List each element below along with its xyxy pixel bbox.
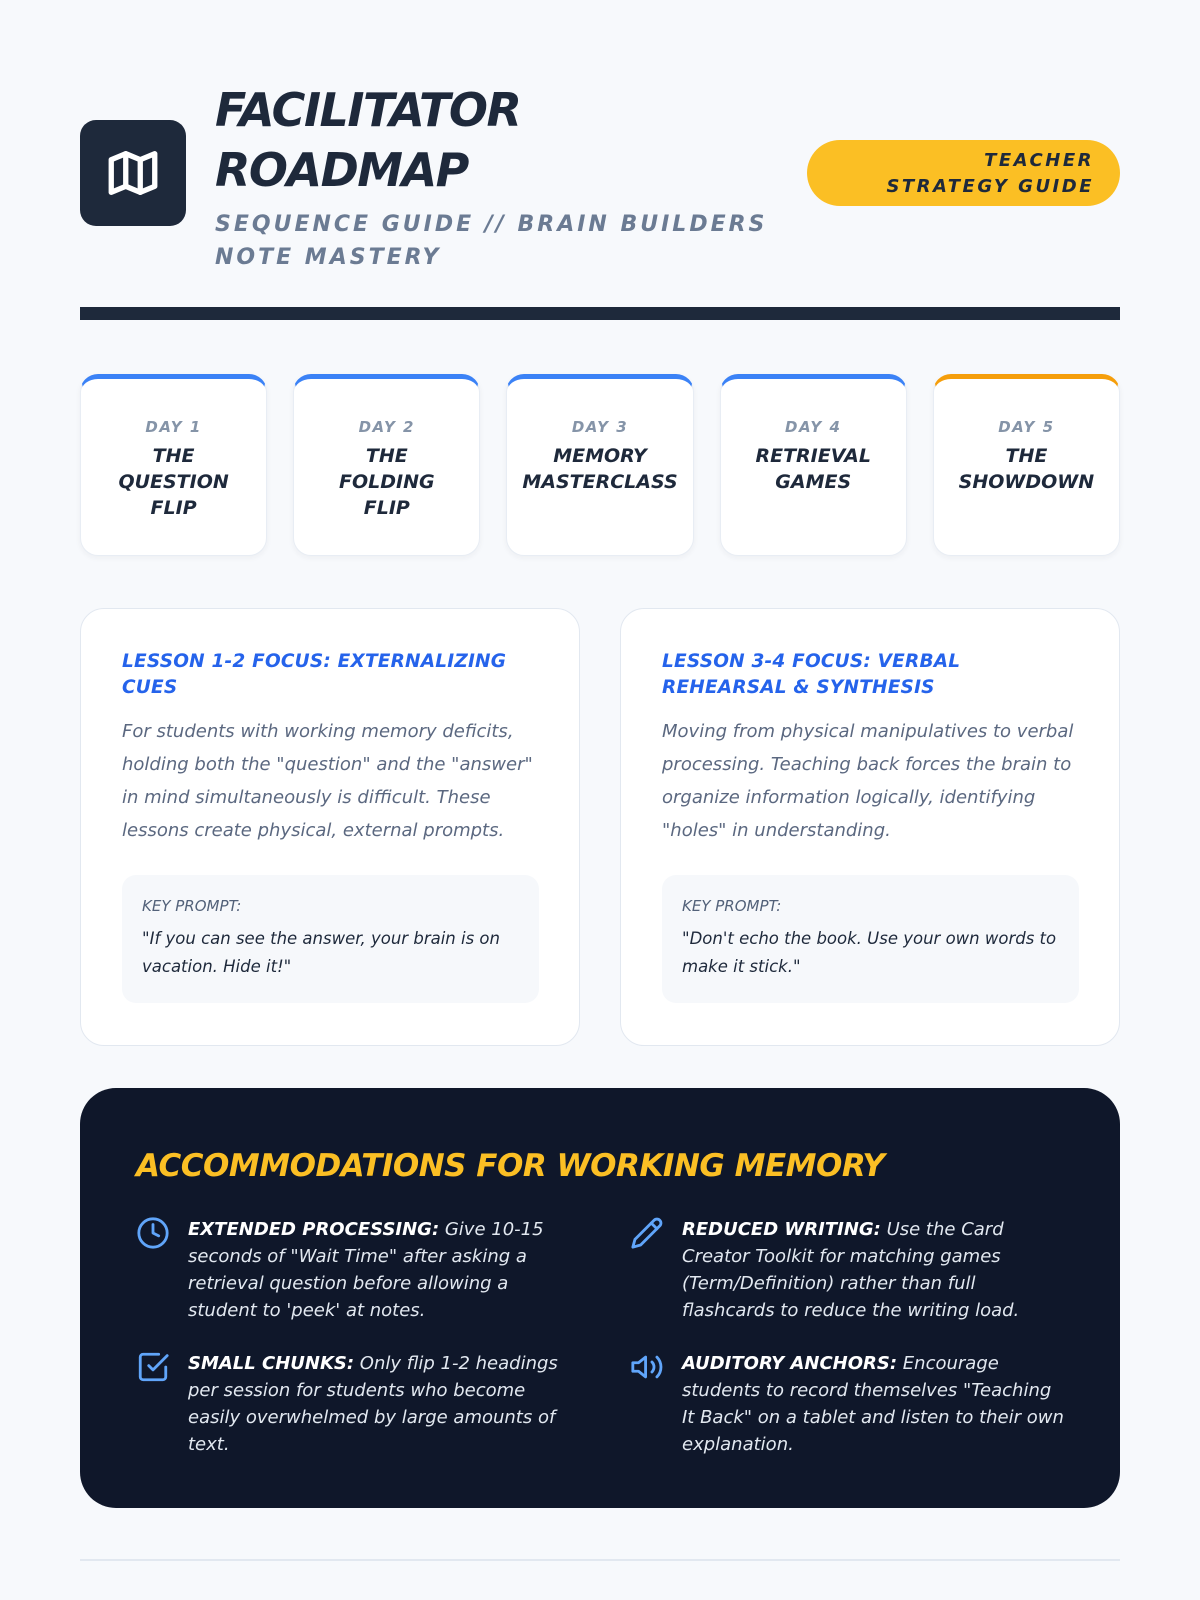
key-prompt-box [122,875,539,1003]
accommodation-item [630,1216,1068,1324]
footer-divider [80,1559,1120,1561]
lesson-heading: LESSON 3-4 FOCUS: VERBAL REHEARSAL & SYNTHESIS [662,651,961,698]
map-icon [104,144,162,202]
day-title: MEMORY MASTERCLASS [522,445,678,493]
badge-label: TEACHER STRATEGY GUIDE [886,150,1094,197]
day-number: DAY 4 [785,418,842,436]
day-title: THE QUESTION FLIP [118,445,229,519]
speaker-icon [630,1350,664,1384]
header [80,80,1120,270]
accommodation-item [136,1350,574,1458]
day-card-4 [720,374,907,556]
logo [80,120,186,226]
accommodation-description: Give 10-15 seconds of "Wait Time" after asking a retrieval question before allowing a student to 'peek' at notes. [188,1219,544,1321]
lesson-body: Moving from physical manipulatives to verbal processing. Teaching back forces the brain to organize information logically, identifying "holes" in understanding. [662,721,1074,841]
key-prompt-text: "Don't echo the book. Use your own words to make it stick." [682,929,1057,976]
key-prompt-text: "If you can see the answer, your brain is on vacation. Hide it!" [142,929,500,976]
lesson-card-1-2 [80,608,580,1046]
day-number: DAY 5 [998,418,1055,436]
lesson-focus-section [80,608,1120,1046]
strategy-guide-badge [807,140,1120,206]
day-number: DAY 2 [358,418,415,436]
lesson-card-3-4 [620,608,1120,1046]
key-prompt-label: KEY PROMPT: [682,897,782,915]
lesson-body: For students with working memory deficits, holding both the "question" and the "answer" in mind simultaneously is difficult. These lessons create physical, external prompts. [122,721,533,841]
accommodation-label: EXTENDED PROCESSING: [188,1219,440,1240]
accommodation-item [136,1216,574,1324]
lesson-heading: LESSON 1-2 FOCUS: EXTERNALIZING CUES [122,651,507,698]
title-block [215,80,815,274]
accommodation-description: Only flip 1-2 headings per session for students who become easily overwhelmed by large amounts of text. [188,1353,558,1455]
accommodation-text [682,1350,1068,1458]
day-number: DAY 3 [571,418,629,436]
day-card-2 [293,374,480,556]
page-title: FACILITATOR ROADMAP [215,83,521,197]
accommodation-label: SMALL CHUNKS: [188,1353,355,1374]
day-title: THE FOLDING FLIP [339,445,435,519]
accommodation-label: AUDITORY ANCHORS: [682,1353,898,1374]
accommodation-text [188,1350,574,1458]
page-subtitle: SEQUENCE GUIDE // BRAIN BUILDERS NOTE MASTERY [215,212,768,270]
day-sequence [80,374,1120,556]
header-divider [80,307,1120,320]
accommodation-label: REDUCED WRITING: [682,1219,881,1240]
accommodation-description: Encourage students to record themselves "Teaching It Back" on a tablet and listen to their own explanation. [682,1353,1064,1455]
page [80,0,1120,1600]
day-number: DAY 1 [145,418,202,436]
accommodation-text [682,1216,1068,1324]
day-card-5 [933,374,1120,556]
pencil-icon [630,1216,664,1250]
day-card-1 [80,374,267,556]
accommodations-title: ACCOMMODATIONS FOR WORKING MEMORY [136,1148,885,1184]
key-prompt-box [662,875,1079,1003]
accommodations-grid [136,1216,1068,1458]
accommodation-text [188,1216,574,1324]
checkbox-icon [136,1350,170,1384]
clock-icon [136,1216,170,1250]
key-prompt-label: KEY PROMPT: [142,897,242,915]
accommodation-description: Use the Card Creator Toolkit for matching games (Term/Definition) rather than full flashcards to reduce the writing load. [682,1219,1020,1321]
day-title: THE SHOWDOWN [958,445,1095,493]
day-card-3 [506,374,693,556]
day-title: RETRIEVAL GAMES [755,445,871,493]
accommodation-item [630,1350,1068,1458]
accommodations-panel [80,1088,1120,1508]
